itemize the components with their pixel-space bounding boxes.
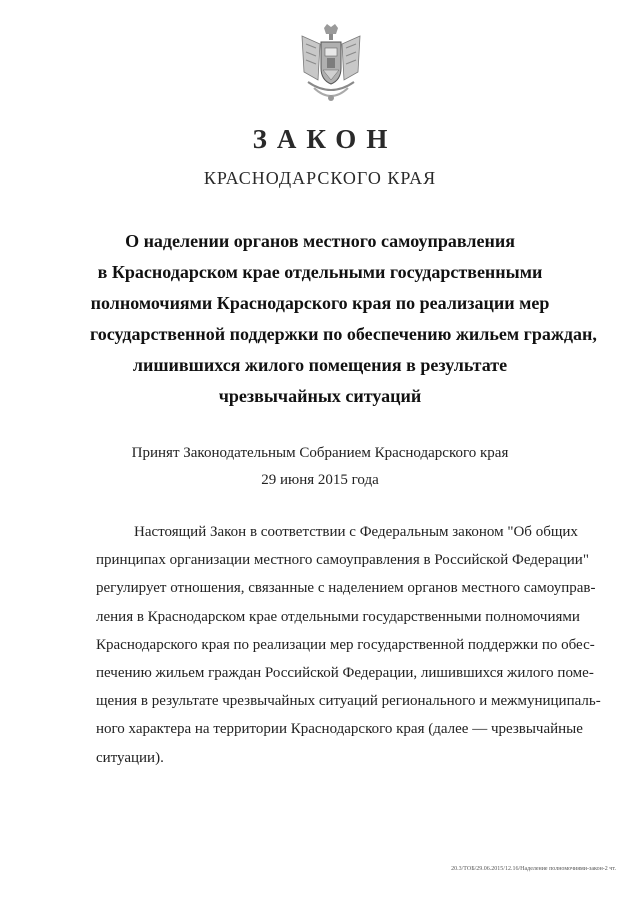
law-title-line: в Краснодарском крае отдельными государственными [97, 262, 543, 282]
paragraph-line: регулирует отношения, связанные с наделением органов местного самоупрaв- [96, 580, 596, 597]
coat-of-arms-icon [296, 22, 366, 108]
law-title-line: О наделении органов местного самоуправления [125, 231, 515, 251]
paragraph-line: ситуации). [96, 749, 164, 766]
document-footer-code: 20.3/ТОБ/29.06.2015/12.16/Наделение полномочиями-закон-2 чт. [451, 866, 616, 872]
region-heading: КРАСНОДАРСКОГО КРАЯ [203, 168, 437, 188]
paragraph-line: принципах организации местного самоуправления в Российской Федерации" [96, 552, 589, 569]
law-title-line: государственной поддержки по обеспечению жильем граждан, [90, 324, 597, 344]
paragraph-line: печению жильем граждан Российской Федерации, лишившихся жилого поме- [96, 665, 594, 682]
paragraph-line: Краснодарского края по реализации мер государственной поддержки по обес- [96, 636, 595, 653]
law-title-line: полномочиями Краснодарского края по реализации мер [90, 293, 550, 313]
adoption-date: 29 июня 2015 года [261, 472, 379, 488]
paragraph-line: щения в результате чрезвычайных ситуаций регионального и межмуниципаль- [96, 693, 601, 710]
paragraph-line: ного характера на территории Краснодарского края (далее — чрезвычайные [96, 721, 583, 738]
paragraph-line: ления в Краснодарском крае отдельными государственными полномочиями [96, 608, 580, 625]
adoption-statement [0, 440, 640, 494]
law-title [90, 226, 597, 412]
adoption-body: Принят Законодательным Собранием Краснодарского края [131, 445, 509, 461]
preamble-paragraph [96, 518, 601, 772]
law-title-line: лишившихся жилого помещения в результате [132, 355, 508, 375]
law-title-line: чрезвычайных ситуаций [218, 386, 422, 406]
document-type-heading: ЗАКОН [252, 124, 398, 154]
paragraph-line: Настоящий Закон в соответствии с Федеральным законом "Об общих [134, 524, 578, 540]
